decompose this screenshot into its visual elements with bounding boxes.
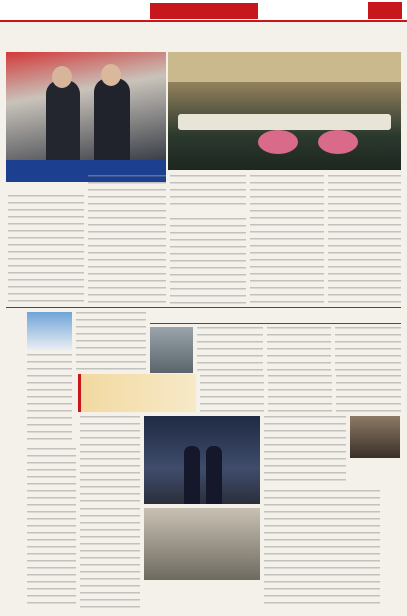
trafficker-body bbox=[264, 490, 380, 608]
defense-body-top-3 bbox=[336, 375, 401, 415]
lead-body-col-3 bbox=[170, 175, 246, 205]
meeting-backdrop bbox=[168, 52, 401, 82]
lead-body-col-2 bbox=[88, 175, 166, 305]
side-body-col-3 bbox=[328, 175, 401, 306]
inland-body-col-1 bbox=[27, 448, 76, 608]
head-right bbox=[101, 64, 121, 86]
story-astronaut-body-2 bbox=[76, 312, 146, 370]
figure-right bbox=[94, 78, 130, 170]
astronaut-photo bbox=[27, 312, 72, 350]
page-number bbox=[368, 2, 402, 19]
commerce-photo bbox=[150, 327, 193, 373]
story-defense-banner bbox=[78, 374, 196, 412]
commerce-body-col-3 bbox=[335, 327, 401, 371]
meeting-table bbox=[178, 114, 391, 130]
defense-body-col-2 bbox=[264, 416, 346, 486]
defense-body-top-2 bbox=[268, 375, 332, 415]
commerce-body-col-2 bbox=[267, 327, 331, 371]
story-inland-title bbox=[8, 448, 24, 608]
lead-body-col-1 bbox=[8, 195, 84, 305]
flower-arrangement bbox=[258, 130, 298, 154]
lead-headline bbox=[8, 25, 399, 49]
defense-body-top-1 bbox=[200, 375, 264, 415]
flower-arrangement bbox=[318, 130, 358, 154]
commerce-body-col-1 bbox=[197, 327, 263, 371]
lead-photo-meeting bbox=[168, 52, 401, 170]
story-astronaut-title bbox=[8, 312, 24, 404]
story-astronaut-body bbox=[27, 354, 72, 444]
figure-left bbox=[46, 80, 80, 170]
inland-body-col-2 bbox=[80, 508, 140, 608]
figure bbox=[184, 446, 200, 504]
story-trafficker-title bbox=[384, 460, 400, 608]
trafficker-photo bbox=[350, 416, 400, 458]
lead-photo-handshake bbox=[6, 52, 166, 170]
head-left bbox=[52, 66, 72, 88]
defense-photo-handshake bbox=[144, 416, 260, 504]
story-commerce-banner bbox=[150, 310, 401, 324]
side-body-col-1 bbox=[170, 218, 246, 306]
figure bbox=[206, 446, 222, 504]
newspaper-logo bbox=[150, 3, 258, 19]
defense-body-col-1 bbox=[80, 416, 140, 504]
masthead bbox=[0, 0, 407, 22]
defense-photo-meeting bbox=[144, 508, 260, 580]
side-body-col-2 bbox=[250, 175, 324, 306]
section-divider bbox=[6, 307, 401, 308]
